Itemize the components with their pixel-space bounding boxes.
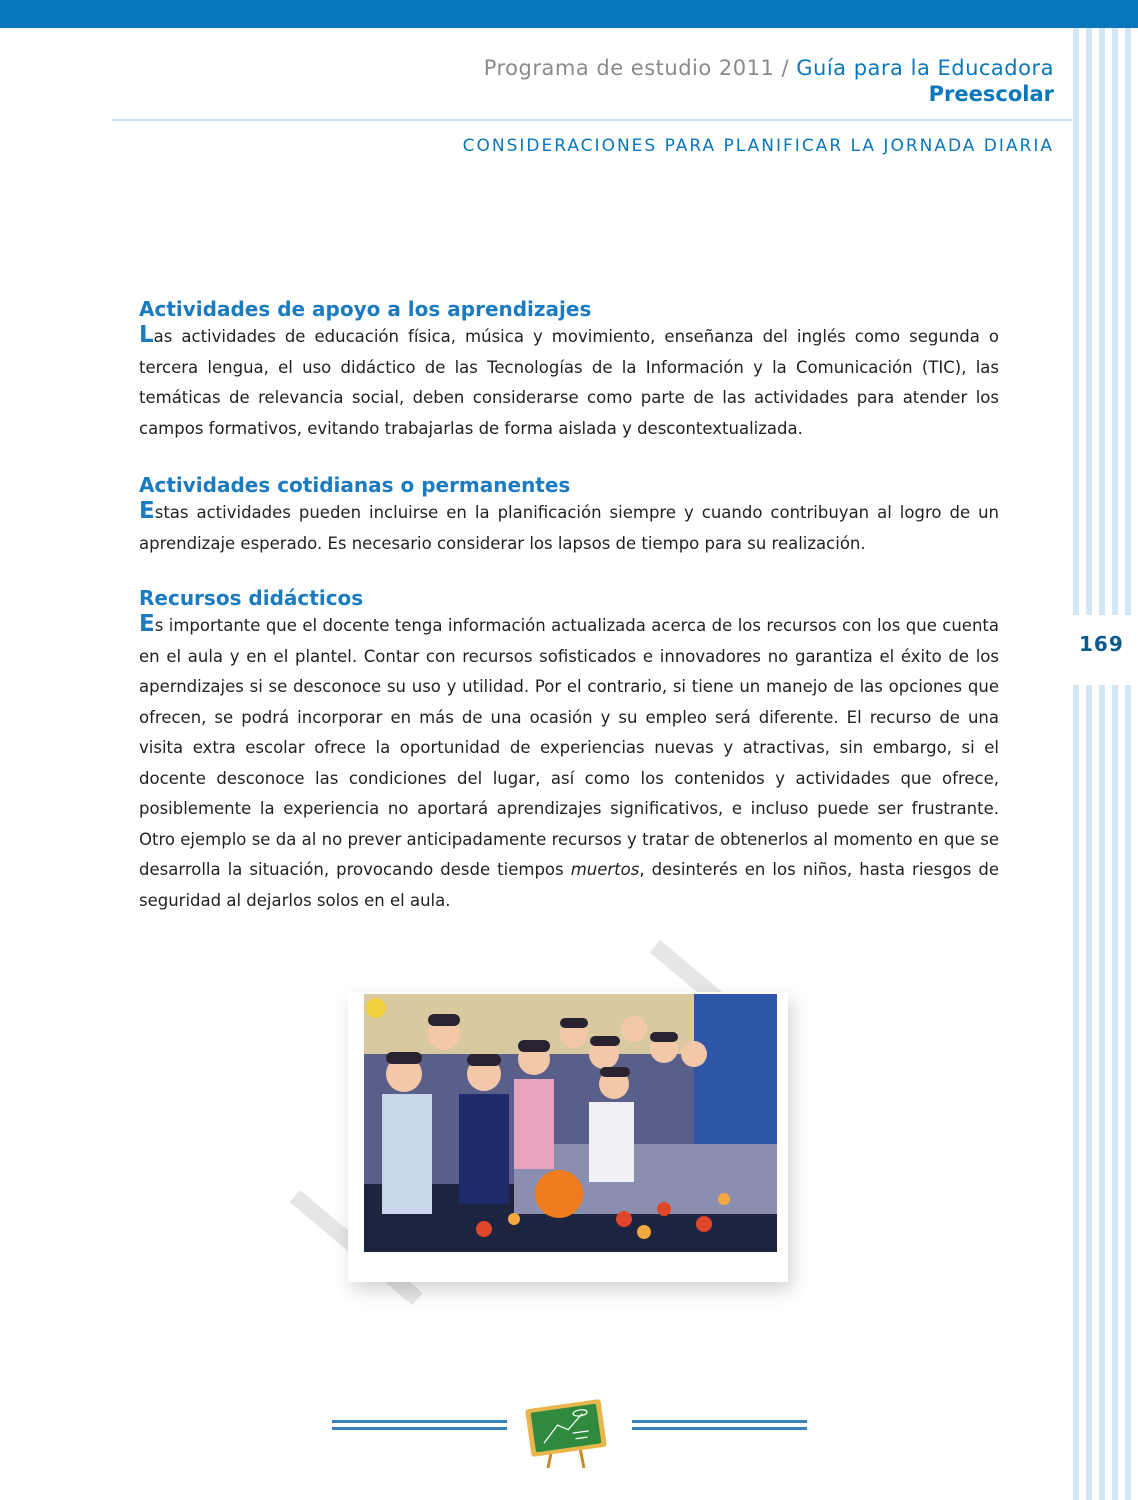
section-heading: Actividades de apoyo a los aprendizajes [139,297,592,321]
section-paragraph [139,611,999,916]
italic-word: muertos [570,860,640,879]
drop-cap: L [139,322,154,348]
top-color-bar [0,0,1138,28]
drop-cap: E [139,611,155,637]
main-content [139,296,999,916]
footer-rule-right [632,1420,807,1432]
paragraph-text: as actividades de educación física, música y movimiento, enseñanza del inglés como segunda o tercera lengua, el uso didáctico de las Tecnologías de la Información y la Comunicación (TIC), las temáticas de relevancia social, deben considerarse como parte de las actividades para atender los campos formativos, evitando trabajarlas de forma aislada y descontextualizada. [139,327,999,438]
paragraph-text: stas actividades pueden incluirse en la planificación siempre y cuando contribuyan al logro de un aprendizaje esperado. Es necesario considerar los lapsos de tiempo para su realización. [139,503,999,553]
children-classroom-photo [364,994,777,1252]
chalkboard-icon [522,1398,610,1468]
program-title: Programa de estudio 2011 / [483,56,790,80]
section-paragraph [139,498,999,559]
section-heading: Actividades cotidianas o permanentes [139,473,571,497]
paragraph-text-end: , desinterés en los niños, hasta riesgos de seguridad al dejarlos solos en el aula. [139,860,999,910]
guide-title: Guía para la Educadora [796,56,1054,80]
page-header [484,56,1054,106]
header-divider [112,119,1072,121]
paragraph-text: s importante que el docente tenga información actualizada acerca de los recursos con los que cuenta en el aula y en el plantel. Contar con recursos sofisticados e innovadores no garantiza el éxito de los aperndizajes si se desconoce su uso y utilidad. Por el contrario, si tiene un manejo de las opciones que ofrecen, se podrá incorporar en más de una ocasión y su empleo será diferente. El recurso de una visita extra escolar ofrece la oportunidad de experiencias nuevas y atractivas, sin embargo, si el docente desconoce las condiciones del lugar, así como los contenidos y actividades que ofrece, posiblemente la experiencia no aportará aprendizajes significativos, e incluso puede ser frustrante. Otro ejemplo se da al no prever anticipadamente recursos y tratar de obtenerlos al momento en que se desarrolla la situación, provocando desde tiempos [139,616,999,879]
drop-cap: E [139,498,155,524]
section-heading: Recursos didácticos [139,586,364,610]
level-title: Preescolar [928,82,1054,106]
classroom-photo-figure [300,940,860,1320]
section-title: CONSIDERACIONES PARA PLANIFICAR LA JORNADA DIARIA [462,136,1054,156]
page-number: 169 [1079,632,1124,656]
footer-rule-left [332,1420,507,1432]
section-paragraph [139,322,999,444]
